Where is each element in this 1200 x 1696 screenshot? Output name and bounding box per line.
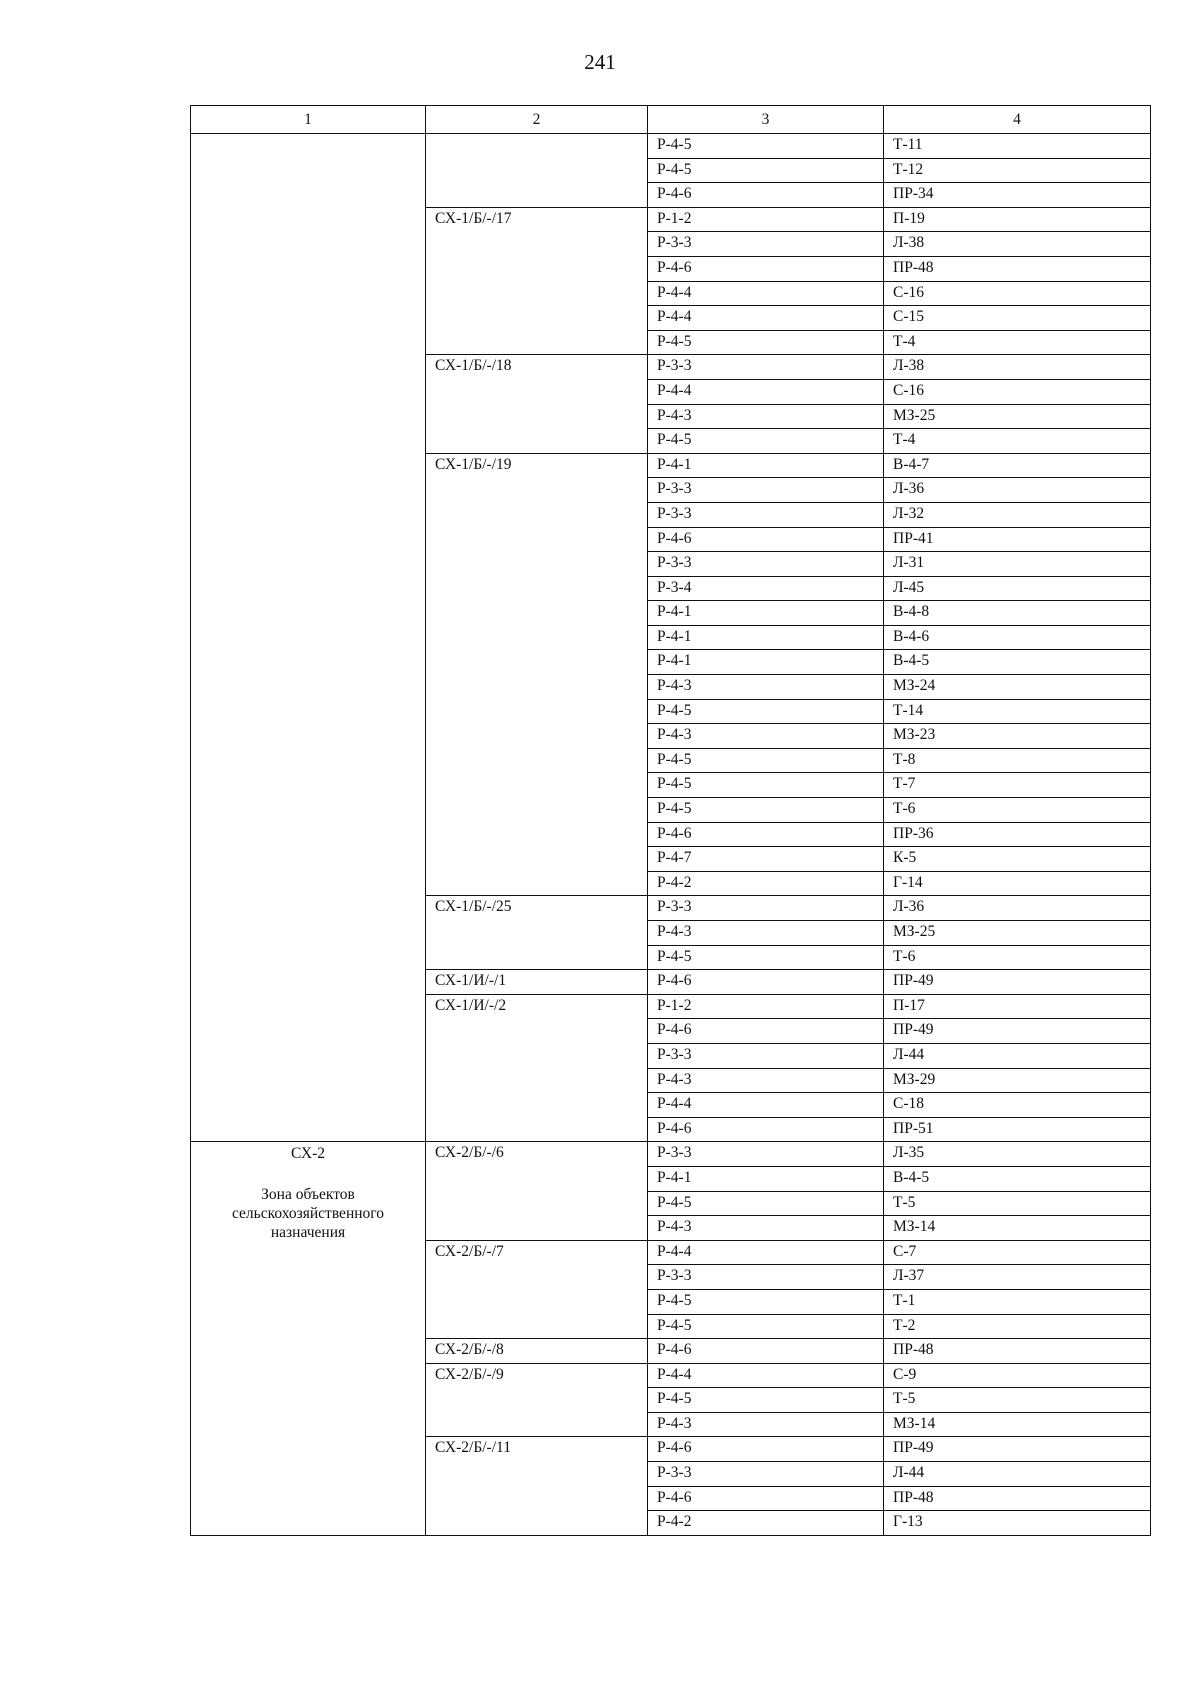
object-code-cell: ПР-41 [884, 527, 1151, 552]
object-code-cell: Т-6 [884, 945, 1151, 970]
regulation-code-cell: Р-4-6 [648, 256, 884, 281]
object-code-cell: С-18 [884, 1093, 1151, 1118]
object-code-cell: Т-6 [884, 798, 1151, 823]
regulation-code-cell: Р-4-4 [648, 1240, 884, 1265]
object-code-cell: Т-14 [884, 699, 1151, 724]
regulation-code-cell: Р-4-3 [648, 404, 884, 429]
regulation-code-cell: Р-4-5 [648, 1289, 884, 1314]
regulation-code-cell: Р-4-5 [648, 1314, 884, 1339]
regulation-code-cell: Р-4-4 [648, 281, 884, 306]
object-code-cell: Л-44 [884, 1462, 1151, 1487]
regulation-code-cell: Р-4-1 [648, 650, 884, 675]
regulation-code-cell: Р-3-3 [648, 1142, 884, 1167]
regulation-code-cell: Р-4-5 [648, 1388, 884, 1413]
object-code-cell: Л-36 [884, 896, 1151, 921]
regulation-code-cell: Р-3-3 [648, 896, 884, 921]
object-code-cell: ПР-49 [884, 970, 1151, 995]
object-code-cell: ПР-48 [884, 1486, 1151, 1511]
object-code-cell: П-17 [884, 994, 1151, 1019]
column-header: 2 [426, 106, 648, 134]
regulation-code-cell: Р-4-4 [648, 379, 884, 404]
regulation-code-cell: Р-4-3 [648, 1216, 884, 1241]
object-code-cell: Л-35 [884, 1142, 1151, 1167]
table-body [191, 134, 1151, 1536]
regulation-code-cell: Р-3-3 [648, 478, 884, 503]
object-code-cell: ПР-34 [884, 183, 1151, 208]
subzone-code-cell: СХ-1/Б/-/18 [426, 355, 648, 453]
regulation-code-cell: Р-4-6 [648, 183, 884, 208]
regulation-code-cell: Р-4-6 [648, 822, 884, 847]
regulation-code-cell: Р-4-6 [648, 1437, 884, 1462]
zones-table [190, 105, 1151, 1536]
regulation-code-cell: Р-4-1 [648, 601, 884, 626]
column-header: 3 [648, 106, 884, 134]
column-header: 4 [884, 106, 1151, 134]
regulation-code-cell: Р-3-3 [648, 552, 884, 577]
regulation-code-cell: Р-4-7 [648, 847, 884, 872]
regulation-code-cell: Р-4-5 [648, 748, 884, 773]
regulation-code-cell: Р-4-5 [648, 773, 884, 798]
regulation-code-cell: Р-4-5 [648, 798, 884, 823]
regulation-code-cell: Р-4-1 [648, 625, 884, 650]
regulation-code-cell: Р-1-2 [648, 994, 884, 1019]
subzone-code-cell: СХ-2/Б/-/9 [426, 1363, 648, 1437]
object-code-cell: Т-2 [884, 1314, 1151, 1339]
column-header: 1 [191, 106, 426, 134]
regulation-code-cell: Р-4-6 [648, 1019, 884, 1044]
zone-cell [191, 134, 426, 1142]
object-code-cell: ПР-48 [884, 1339, 1151, 1364]
object-code-cell: Г-14 [884, 871, 1151, 896]
regulation-code-cell: Р-4-6 [648, 1339, 884, 1364]
zone-cell [191, 1142, 426, 1536]
subzone-code-cell: СХ-1/И/-/1 [426, 970, 648, 995]
subzone-code-cell: СХ-1/И/-/2 [426, 994, 648, 1142]
regulation-code-cell: Р-4-3 [648, 1068, 884, 1093]
object-code-cell: Г-13 [884, 1511, 1151, 1536]
object-code-cell: С-16 [884, 379, 1151, 404]
object-code-cell: Т-5 [884, 1388, 1151, 1413]
regulation-code-cell: Р-4-1 [648, 453, 884, 478]
object-code-cell: Л-36 [884, 478, 1151, 503]
object-code-cell: МЗ-29 [884, 1068, 1151, 1093]
object-code-cell: С-16 [884, 281, 1151, 306]
object-code-cell: Т-5 [884, 1191, 1151, 1216]
object-code-cell: Л-38 [884, 355, 1151, 380]
regulation-code-cell: Р-4-4 [648, 1363, 884, 1388]
object-code-cell: МЗ-24 [884, 675, 1151, 700]
regulation-code-cell: Р-3-3 [648, 355, 884, 380]
object-code-cell: МЗ-25 [884, 404, 1151, 429]
object-code-cell: Л-38 [884, 232, 1151, 257]
regulation-code-cell: Р-4-1 [648, 1166, 884, 1191]
table-row [191, 1142, 1151, 1167]
object-code-cell: Т-4 [884, 429, 1151, 454]
zone-code: СХ-2 [290, 1145, 326, 1163]
regulation-code-cell: Р-4-6 [648, 527, 884, 552]
regulation-code-cell: Р-3-3 [648, 1462, 884, 1487]
object-code-cell: Т-8 [884, 748, 1151, 773]
object-code-cell: МЗ-14 [884, 1412, 1151, 1437]
object-code-cell: К-5 [884, 847, 1151, 872]
object-code-cell: В-4-5 [884, 650, 1151, 675]
object-code-cell: В-4-7 [884, 453, 1151, 478]
regulation-code-cell: Р-4-3 [648, 921, 884, 946]
regulation-code-cell: Р-4-6 [648, 970, 884, 995]
object-code-cell: Т-7 [884, 773, 1151, 798]
object-code-cell: В-4-6 [884, 625, 1151, 650]
subzone-code-cell: СХ-2/Б/-/11 [426, 1437, 648, 1535]
object-code-cell: С-9 [884, 1363, 1151, 1388]
regulation-code-cell: Р-4-5 [648, 330, 884, 355]
regulation-code-cell: Р-4-3 [648, 675, 884, 700]
regulation-code-cell: Р-3-3 [648, 502, 884, 527]
object-code-cell: Т-1 [884, 1289, 1151, 1314]
regulation-code-cell: Р-4-6 [648, 1117, 884, 1142]
regulation-code-cell: Р-4-5 [648, 699, 884, 724]
object-code-cell: С-15 [884, 306, 1151, 331]
regulation-code-cell: Р-1-2 [648, 207, 884, 232]
regulation-code-cell: Р-4-5 [648, 1191, 884, 1216]
regulation-code-cell: Р-4-5 [648, 158, 884, 183]
object-code-cell: ПР-48 [884, 256, 1151, 281]
regulation-code-cell: Р-4-2 [648, 871, 884, 896]
regulation-code-cell: Р-3-3 [648, 1043, 884, 1068]
header-row [191, 106, 1151, 134]
subzone-code-cell [426, 134, 648, 208]
page-number: 241 [584, 50, 616, 74]
object-code-cell: ПР-51 [884, 1117, 1151, 1142]
regulation-code-cell: Р-4-5 [648, 429, 884, 454]
object-code-cell: Л-37 [884, 1265, 1151, 1290]
subzone-code-cell: СХ-2/Б/-/6 [426, 1142, 648, 1240]
subzone-code-cell: СХ-2/Б/-/7 [426, 1240, 648, 1338]
object-code-cell: Т-12 [884, 158, 1151, 183]
object-code-cell: В-4-8 [884, 601, 1151, 626]
object-code-cell: С-7 [884, 1240, 1151, 1265]
regulation-code-cell: Р-4-5 [648, 945, 884, 970]
subzone-code-cell: СХ-1/Б/-/19 [426, 453, 648, 896]
object-code-cell: МЗ-23 [884, 724, 1151, 749]
object-code-cell: Т-4 [884, 330, 1151, 355]
regulation-code-cell: Р-4-6 [648, 1486, 884, 1511]
regulation-code-cell: Р-4-4 [648, 306, 884, 331]
regulation-code-cell: Р-3-4 [648, 576, 884, 601]
table-row [191, 134, 1151, 159]
object-code-cell: ПР-49 [884, 1019, 1151, 1044]
table-header [191, 106, 1151, 134]
regulation-code-cell: Р-3-3 [648, 232, 884, 257]
object-code-cell: Л-32 [884, 502, 1151, 527]
zone-name: Зона объектов сельскохозяйственного назначения [231, 1186, 385, 1242]
subzone-code-cell: СХ-2/Б/-/8 [426, 1339, 648, 1364]
object-code-cell: Л-45 [884, 576, 1151, 601]
object-code-cell: В-4-5 [884, 1166, 1151, 1191]
subzone-code-cell: СХ-1/Б/-/25 [426, 896, 648, 970]
regulation-code-cell: Р-4-2 [648, 1511, 884, 1536]
object-code-cell: ПР-36 [884, 822, 1151, 847]
object-code-cell: ПР-49 [884, 1437, 1151, 1462]
object-code-cell: П-19 [884, 207, 1151, 232]
object-code-cell: Т-11 [884, 134, 1151, 159]
regulation-code-cell: Р-3-3 [648, 1265, 884, 1290]
subzone-code-cell: СХ-1/Б/-/17 [426, 207, 648, 355]
regulation-code-cell: Р-4-4 [648, 1093, 884, 1118]
regulation-code-cell: Р-4-3 [648, 1412, 884, 1437]
object-code-cell: Л-44 [884, 1043, 1151, 1068]
object-code-cell: МЗ-25 [884, 921, 1151, 946]
regulation-code-cell: Р-4-5 [648, 134, 884, 159]
object-code-cell: Л-31 [884, 552, 1151, 577]
object-code-cell: МЗ-14 [884, 1216, 1151, 1241]
regulation-code-cell: Р-4-3 [648, 724, 884, 749]
